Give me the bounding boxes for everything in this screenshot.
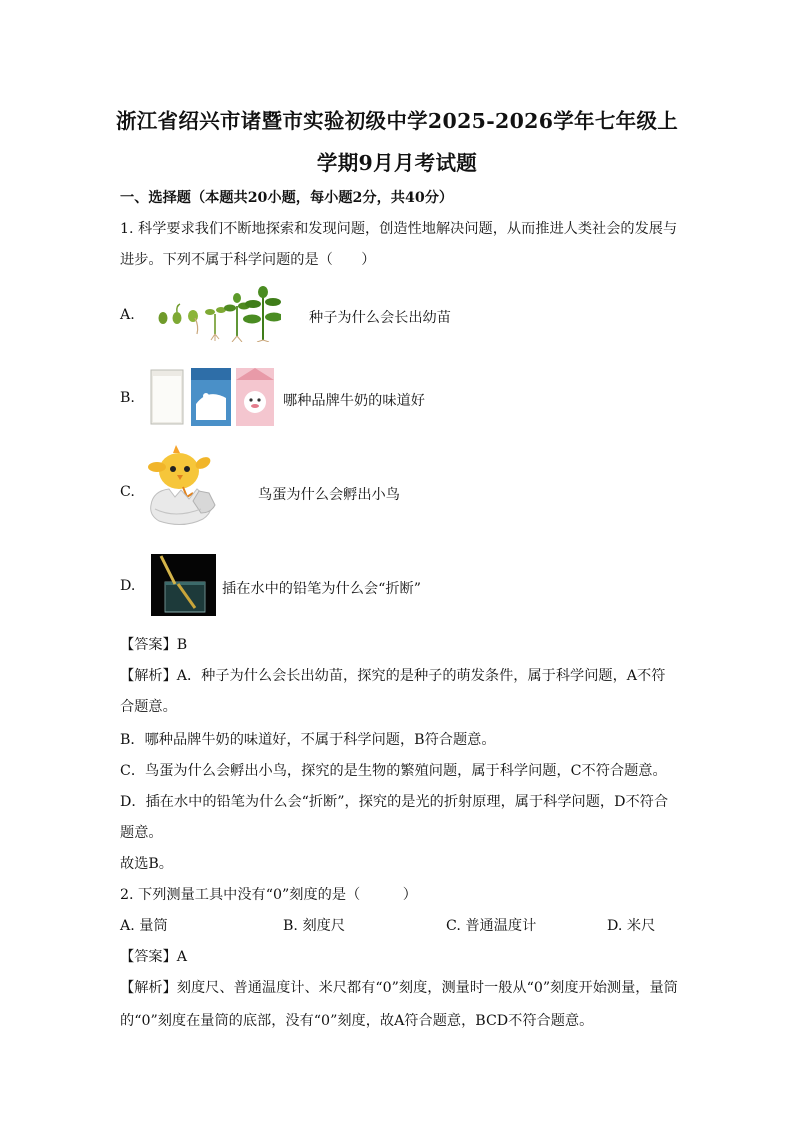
q1-analysis-line2: 合题意。 [120,699,177,715]
milk-cartons-image [148,366,276,428]
exam-title-line2: 学期9月月考试题 [316,151,478,175]
q2-choice-a: A. 量筒 [120,918,168,934]
q1-option-d-text: 插在水中的铅笔为什么会“折断” [222,581,421,597]
q2-analysis-line1: 【解析】刻度尺、普通温度计、米尺都有“0”刻度，测量时一般从“0”刻度开始测量，量筒 [120,980,678,996]
q1-analysis-line4: C．鸟蛋为什么会孵出小鸟，探究的是生物的繁殖问题，属于科学问题，C不符合题意。 [120,763,667,779]
q1-option-c-text: 鸟蛋为什么会孵出小鸟 [258,487,400,503]
q1-answer: 【答案】B [120,637,188,653]
q1-analysis-line5: D．插在水中的铅笔为什么会“折断”，探究的是光的折射原理，属于科学问题，D不符合 [120,794,669,810]
q1-conclusion: 故选B。 [120,856,173,872]
q2-analysis-line2: 的“0”刻度在量筒的底部，没有“0”刻度，故A符合题意，BCD不符合题意。 [120,1013,594,1029]
q1-option-b-label: B. [120,390,135,406]
q1-option-a-text: 种子为什么会长出幼苗 [309,310,451,326]
seed-growth-stages-image [155,286,281,342]
q1-stem-line2: 进步。下列不属于科学问题的是（ ） [120,252,376,268]
q2-stem: 2. 下列测量工具中没有“0”刻度的是（ ） [120,887,417,903]
exam-title-line1: 浙江省绍兴市诸暨市实验初级中学2025-2026学年七年级上 [115,109,679,133]
q1-analysis-line1: 【解析】A．种子为什么会长出幼苗，探究的是种子的萌发条件，属于科学问题，A不符 [120,668,666,684]
q1-option-c-label: C. [120,484,135,500]
q1-analysis-line6: 题意。 [120,825,163,841]
q2-choice-d: D. 米尺 [607,918,656,934]
q2-answer: 【答案】A [120,949,187,965]
section-heading: 一、选择题（本题共20小题，每小题2分，共40分） [120,190,454,206]
q2-choice-b: B. 刻度尺 [283,918,346,934]
q2-choice-c: C. 普通温度计 [446,918,537,934]
q1-option-a-label: A. [120,307,135,323]
pencil-in-water-image [151,554,216,616]
q1-stem-line1: 1. 科学要求我们不断地探索和发现问题，创造性地解决问题，从而推进人类社会的发展与 [120,221,678,237]
q1-analysis-line3: B．哪种品牌牛奶的味道好，不属于科学问题，B符合题意。 [120,732,496,748]
q1-option-d-label: D. [120,578,136,594]
q1-option-b-text: 哪种品牌牛奶的味道好 [283,393,425,409]
chick-hatching-image [143,443,225,529]
